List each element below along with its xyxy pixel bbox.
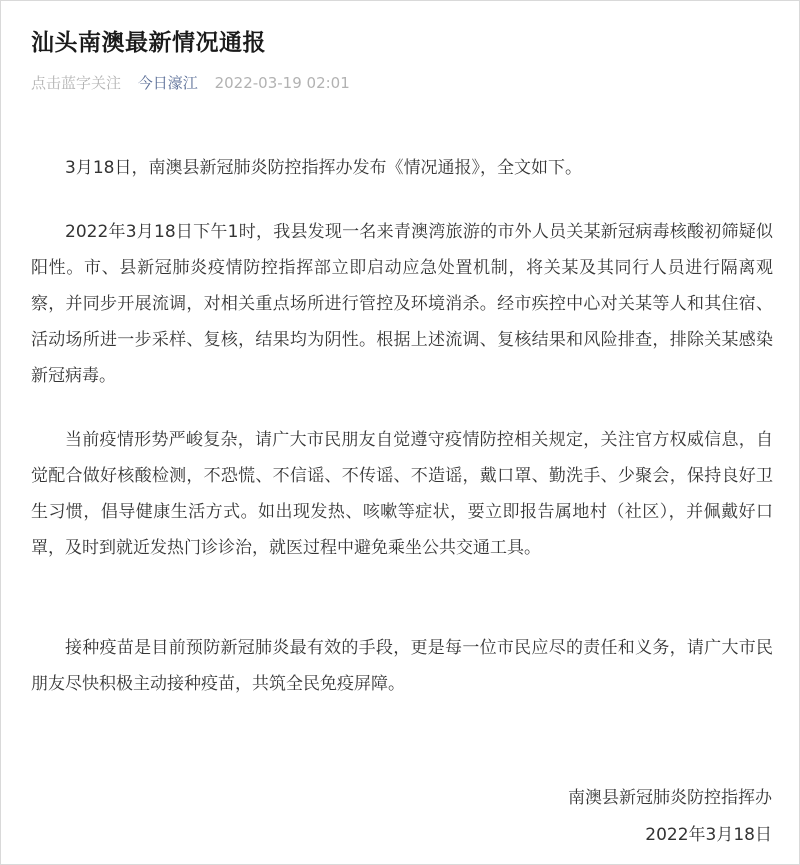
paragraph-case-details: 2022年3月18日下午1时，我县发现一名来青澳湾旅游的市外人员关某新冠病毒核酸初筛疑似阳性。市、县新冠肺炎疫情防控指挥部立即启动应急处置机制，将关某及其同行人员进行隔离观察，并同步开展流调，对相关重点场所进行管控及环境消杀。经市疾控中心对关某等人和其住宿、活动场所进一步采样、复核，结果均为阴性。根据上述流调、复核结果和风险排查，排除关某感染新冠病毒。 [31, 222, 773, 386]
signature-date: 2022年3月18日 [645, 825, 772, 845]
signature-organization: 南澳县新冠肺炎防控指挥办 [568, 788, 772, 808]
publish-time: 2022-03-19 02:01 [214, 74, 350, 92]
paragraph-intro: 3月18日，南澳县新冠肺炎防控指挥办发布《情况通报》，全文如下。 [65, 158, 582, 178]
article-title: 汕头南澳最新情况通报 [31, 30, 266, 56]
article-meta [31, 72, 350, 93]
follow-prompt[interactable]: 点击蓝字关注 [31, 74, 122, 92]
paragraph-vaccination: 接种疫苗是目前预防新冠肺炎最有效的手段，更是每一位市民应尽的责任和义务，请广大市民朋友尽快积极主动接种疫苗，共筑全民免疫屏障。 [31, 638, 773, 694]
account-name-link[interactable]: 今日濠江 [137, 74, 198, 92]
paragraph-prevention-advice: 当前疫情形势严峻复杂，请广大市民朋友自觉遵守疫情防控相关规定，关注官方权威信息，自觉配合做好核酸检测，不恐慌、不信谣、不传谣、不造谣，戴口罩、勤洗手、少聚会，保持良好卫生习惯，倡导健康生活方式。如出现发热、咳嗽等症状，要立即报告属地村（社区），并佩戴好口罩，及时到就近发热门诊诊治，就医过程中避免乘坐公共交通工具。 [31, 430, 773, 558]
